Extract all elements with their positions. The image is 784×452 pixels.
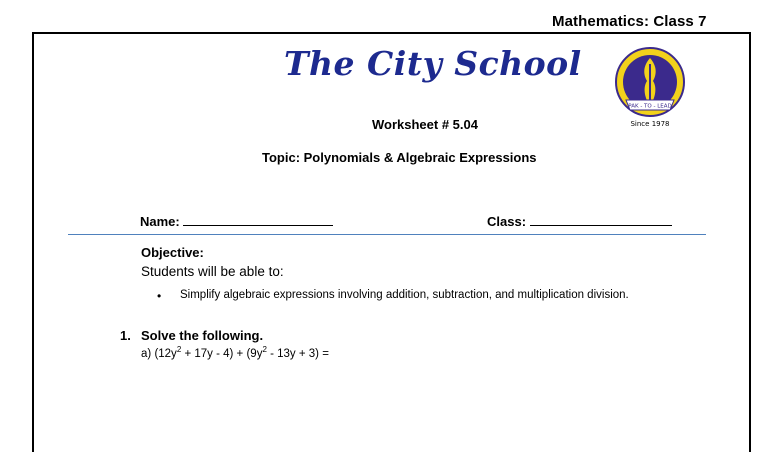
name-label: Name: [140, 214, 180, 229]
expr-exponent-1: 2 [176, 345, 182, 354]
objective-label: Objective: [141, 245, 204, 260]
class-blank[interactable] [530, 213, 672, 226]
question-number: 1. [120, 328, 131, 343]
worksheet-topic: Topic: Polynomials & Algebraic Expressions [262, 150, 537, 165]
bullet-icon: • [157, 289, 162, 303]
expr-part-3: - 13y + 3) = [266, 347, 329, 360]
expr-part-2: + 17y - 4) + (9y [181, 347, 263, 360]
class-label: Class: [487, 214, 527, 229]
objective-bullet: Simplify algebraic expressions involving addition, subtraction, and multiplication division. [180, 289, 629, 301]
school-title: The City School [284, 44, 582, 83]
divider-rule [68, 234, 706, 235]
class-field[interactable] [487, 213, 672, 229]
expr-exponent-2: 2 [262, 345, 267, 354]
name-blank[interactable] [183, 213, 333, 226]
expr-part-1: (12y [154, 347, 177, 360]
school-logo [612, 44, 688, 136]
logo-since: Since 1978 [630, 120, 670, 128]
subject-class-header: Mathematics: Class 7 [552, 13, 707, 30]
logo-motto: PAK - TO - LEAD [628, 103, 672, 110]
name-field[interactable] [140, 213, 333, 229]
question-part-a [141, 345, 329, 360]
question-title: Solve the following. [141, 328, 264, 343]
part-label: a) [141, 347, 152, 360]
worksheet-number: Worksheet # 5.04 [372, 117, 478, 132]
objective-intro: Students will be able to: [141, 264, 284, 279]
